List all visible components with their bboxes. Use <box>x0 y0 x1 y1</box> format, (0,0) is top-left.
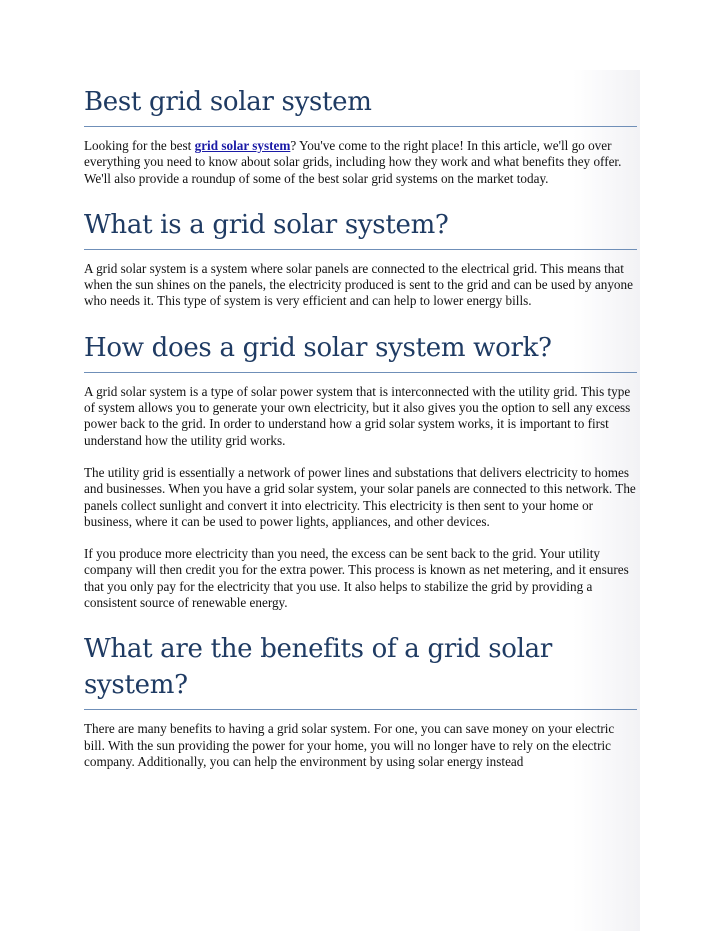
intro-text-before: Looking for the best <box>84 138 195 153</box>
section-paragraph: A grid solar system is a type of solar power system that is interconnected with the utility grid. This type of system allows you to generate your own electricity, but it also gives you the option to sell any excess power back to the grid. In order to understand how a grid solar system works, it is important to first understand how the utility grid works. <box>84 383 631 448</box>
section-paragraph: The utility grid is essentially a network of power lines and substations that delivers electricity to homes and businesses. When you have a grid solar system, your solar panels are connected to this network. The panels collect sunlight and convert it into electricity. This electricity is then sent to your home or business, where it can be used to power lights, appliances, and other devices. <box>84 464 636 529</box>
article-body <box>84 84 637 770</box>
section-paragraph: There are many benefits to having a grid solar system. For one, you can save money on your electric bill. With the sun providing the power for your home, you will no longer have to rely on the electric company. Additionally, you can help the environment by using solar energy instead <box>84 721 615 769</box>
grid-solar-system-link[interactable]: grid solar system <box>194 138 291 153</box>
page-title: Best grid solar system <box>84 84 637 127</box>
intro-paragraph <box>84 138 637 187</box>
section-heading-benefits: What are the benefits of a grid solar system? <box>84 631 637 710</box>
section-heading-how-it-works: How does a grid solar system work? <box>84 330 637 373</box>
section-heading-what-is: What is a grid solar system? <box>84 207 637 250</box>
section-paragraph: If you produce more electricity than you need, the excess can be sent back to the grid. Your utility company will then credit you for the extra power. This process is known as net metering, and it ensures that you only pay for the electricity that you use. It also helps to stabilize the grid by providing a consistent source of renewable energy. <box>84 546 629 611</box>
intro-text-after: ? You've come to the right place! In this article, we'll go over everything you need to know about solar grids, including how they work and what benefits they offer. We'll also provide a roundup of some of the best solar grid systems on the market today. <box>84 138 622 186</box>
section-paragraph: A grid solar system is a system where solar panels are connected to the electrical grid. This means that when the sun shines on the panels, the electricity produced is sent to the grid and can be used by anyone who needs it. This type of system is very efficient and can help to lower energy bills. <box>84 260 633 309</box>
